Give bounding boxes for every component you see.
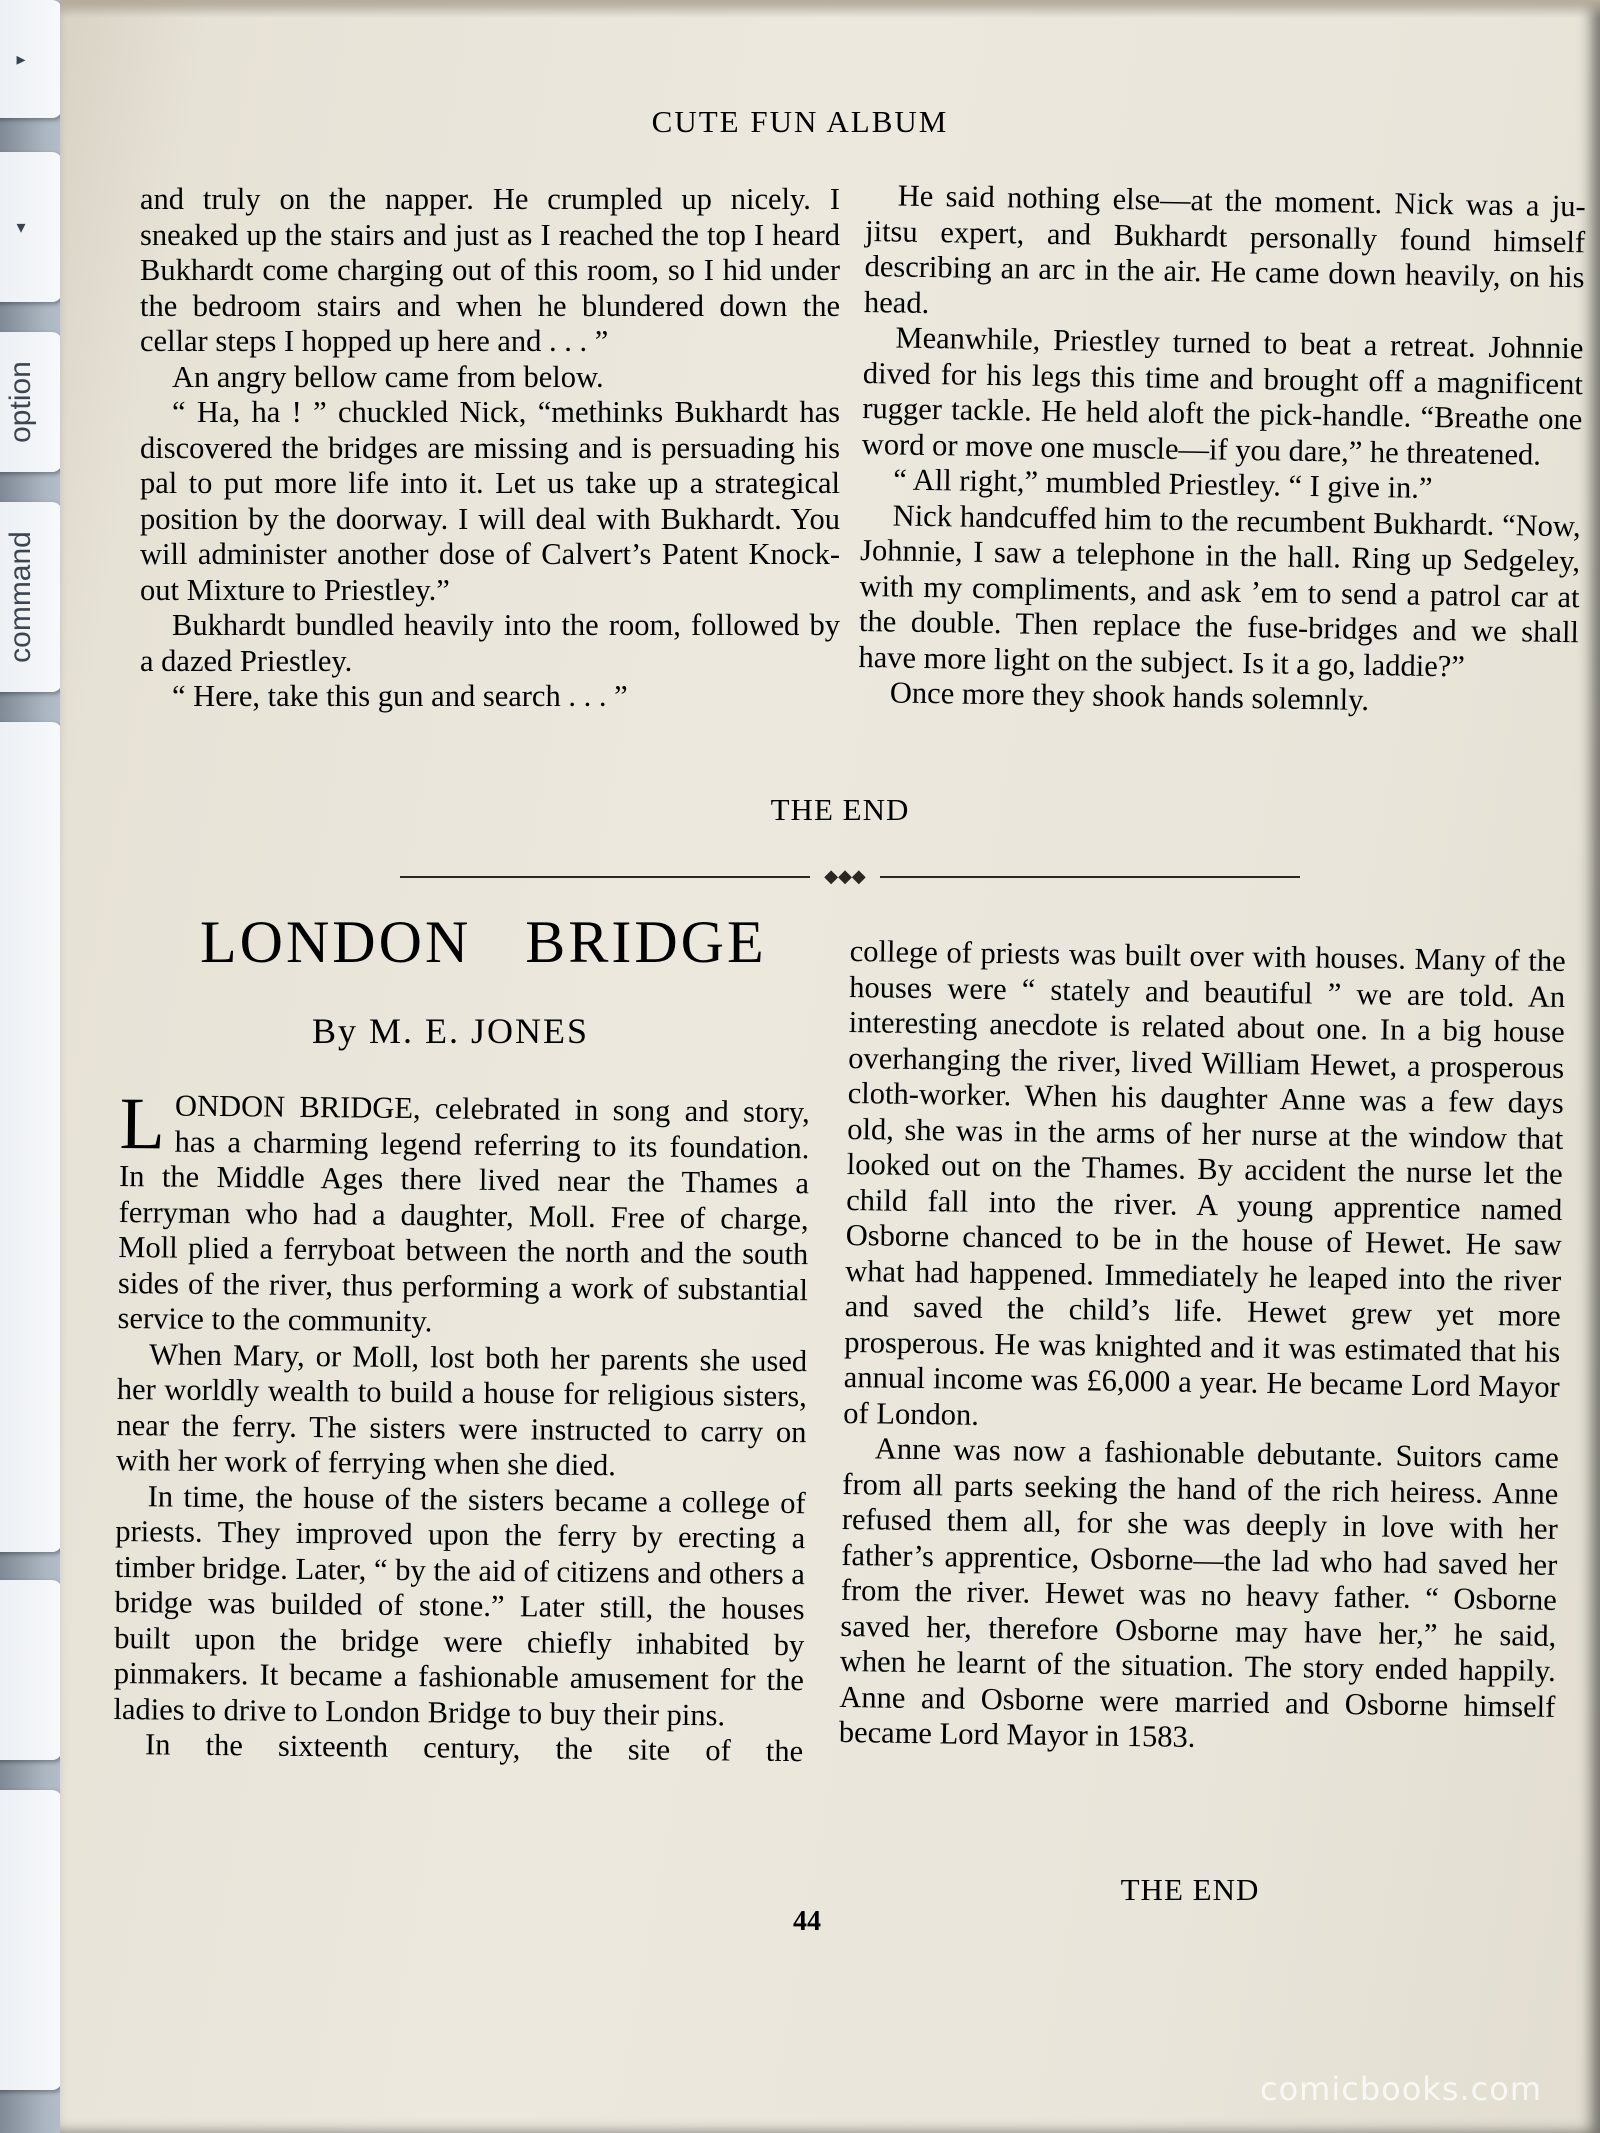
arrow-down-key: [0, 152, 62, 302]
story-left-column: [113, 1083, 810, 1770]
paragraph: Bukhardt bundled heavily into the room, followed by a dazed Priestley.: [140, 608, 840, 678]
arrow-up-key: [0, 0, 62, 118]
story-end: THE END: [1120, 1872, 1260, 1907]
site-watermark: comicbooks.com: [1260, 2070, 1543, 2108]
story-byline: By M. E. JONES: [312, 1011, 590, 1051]
paragraph: An angry bellow came from below.: [172, 359, 604, 394]
paragraph: In the sixteenth century, the site of the: [144, 1727, 804, 1769]
right-arrow-icon: ▸: [16, 48, 26, 69]
paragraph: He said nothing else—at the moment. Nick was a ju-jitsu expert, and Bukhardt personally found himself describing an arc in the air. He came down heavily, on his head.: [863, 178, 1586, 320]
down-arrow-icon: ▾: [16, 216, 26, 237]
paragraph: “ Here, take this gun and search . . . ”: [172, 679, 628, 713]
previous-story-right-column: [858, 178, 1586, 722]
page-number: 44: [793, 1906, 821, 1937]
key-bottom: [0, 1790, 62, 2090]
running-title: CUTE FUN ALBUM: [651, 104, 949, 139]
previous-story-end: THE END: [770, 792, 910, 827]
divider-ornament-icon: ◆◆◆: [810, 866, 880, 886]
page-top-shadow: [60, 0, 1600, 18]
paragraph: When Mary, or Moll, lost both her parents she used her worldly wealth to build a house for religious sisters, near the ferry. The sisters were instructed to carry on with her work of ferrying when she died.: [115, 1336, 808, 1483]
option-key: [0, 332, 62, 472]
paragraph: Nick handcuffed him to the recumbent Bukhardt. “Now, Johnnie, I saw a telephone in the hall. Ring up Sedgeley, with my compliments, and ask ’em to send a patrol car at the double. Then replace the fuse-bridges and we shall have more light on the subject. Is it a go, laddie?”: [858, 497, 1581, 683]
story-title: LONDON BRIDGE: [200, 909, 767, 975]
paragraph: In time, the house of the sisters became a college of priests. They improved upon the ferry by erecting a timber bridge. Later, “ by the aid of citizens and others a bridge was builded of stone.” Later still, the houses built upon the bridge were chiefly inhabited by pinmakers. It became a fashionable amusement for the ladies to drive to London Bridge to buy their pins.: [113, 1478, 806, 1732]
key-body: [0, 722, 62, 1552]
paragraph: “ All right,” mumbled Priestley. “ I give in.”: [893, 462, 1433, 505]
paragraph: and truly on the napper. He crumpled up nicely. I sneaked up the stairs and just as I reached the top I heard Bukhardt come charging out of this room, so I hid under the bedroom stairs and when he blundered down the cellar steps I hopped up here and . . . ”: [140, 182, 840, 358]
opening-text: ONDON BRIDGE, celebrated in song and story, has a charming legend referring to its foundation. In the Middle Ages there lived near the Thames a ferryman who had a daughter, Moll. Free of charge, Moll plied a ferryboat between the north and the south sides of the river, thus performing a work of substantial service to the community.: [117, 1088, 810, 1339]
paragraph: college of priests was built over with houses. Many of the houses were “ stately and beautiful ” we are told. An interesting anecdote is related about one. In a big house overhanging the river, lived William Hewet, a prosperous cloth-worker. When his daughter Anne was a few days old, she was in the arms of her nurse at the window that looked out on the Thames. By accident the nurse let the child fall into the river. A young apprentice named Osborne chanced to be in the house of Hewet. He saw what had happened. Immediately he leaped into the river and saved the child’s life. Hewet grew yet more prosperous. He was knighted and it was estimated that his annual income was £6,000 a year. He became Lord Mayor of London.: [843, 934, 1566, 1432]
previous-story-left-column: [140, 182, 840, 715]
paragraph: “ Ha, ha ! ” chuckled Nick, “methinks Bukhardt has discovered the bridges are missing and is persuading his pal to put more life into it. Let us take up a strategical position by the doorway. I will deal with Bukhardt. You will administer another dose of Calvert’s Patent Knock-out Mixture to Priestley.”: [140, 395, 840, 607]
story-right-column: [839, 934, 1566, 1760]
opening-paragraph: [117, 1083, 810, 1344]
paragraph: Meanwhile, Priestley turned to beat a retreat. Johnnie dived for his legs this time and brought off a magnificent rugger tackle. He held aloft the pick-handle. “Breathe one word or move one muscle—if you dare,” he threatened.: [861, 320, 1584, 472]
drop-cap: L: [119, 1083, 166, 1166]
paragraph: Anne was now a fashionable debutante. Suitors came from all parts seeking the hand of the rich heiress. Anne refused them all, for she was deeply in love with her father’s apprentice, Osborne—the lad who had saved her from the river. Hewet was no heavy father. “ Osborne saved her, therefore Osborne may have her,” he said, when he learnt of the situation. The story ended happily. Anne and Osborne were married and Osborne himself became Lord Mayor in 1583.: [838, 1431, 1559, 1754]
option-key-label: option: [4, 361, 37, 443]
paragraph: Once more they shook hands solemnly.: [889, 675, 1370, 717]
command-key: [0, 502, 62, 692]
key-lower: [0, 1580, 62, 1760]
command-key-label: command: [4, 531, 37, 663]
